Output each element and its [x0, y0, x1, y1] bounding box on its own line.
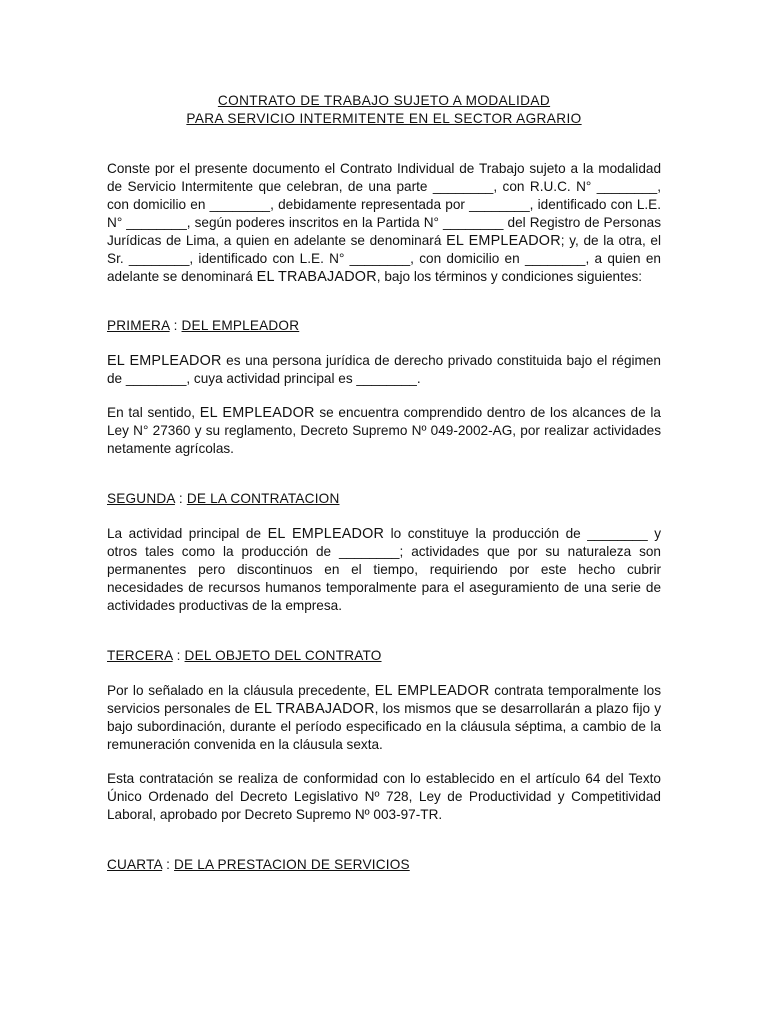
paragraph-text: es una persona jurídica de derecho privado constituida bajo el régimen de ________, cuya actividad principal es ________.: [107, 353, 661, 386]
contract-document: [107, 92, 661, 874]
clause-title: DEL EMPLEADOR: [181, 318, 300, 333]
term-trabajador: EL TRABAJADOR: [256, 269, 377, 285]
intro-text-1: Conste por el presente documento el Contrato Individual de Trabajo sujeto a la modalidad de Servicio Intermitente que celebran, de una parte ________, con R.U.C. N° ________, con domicilio en ________, debidamente representada por ________, identificado con L.E. N° ________, según poderes inscritos en la Partida N° ________ del Registro de Personas Jurídicas de Lima, a quien en adelante se denominará: [107, 161, 661, 248]
paragraph-text: En tal sentido,: [107, 405, 200, 420]
clause-separator: :: [169, 318, 182, 333]
tercera-paragraph-2: [107, 770, 661, 824]
clause-title: DE LA PRESTACION DE SERVICIOS: [174, 857, 410, 872]
paragraph-text: se encuentra comprendido dentro de los alcances de la Ley N° 27360 y su reglamento, Decreto Supremo Nº 049-2002-AG, por realizar actividades netamente agrícolas.: [107, 405, 661, 456]
clause-heading-segunda: [107, 490, 661, 508]
clause-separator: :: [162, 857, 175, 872]
paragraph-text: Esta contratación se realiza de conformidad con lo establecido en el artículo 64 del Texto Único Ordenado del Decreto Legislativo Nº 728, Ley de Productividad y Competitividad Laboral, aprobado por Decreto Supremo Nº 003-97-TR.: [107, 771, 661, 822]
title-line-1: CONTRATO DE TRABAJO SUJETO A MODALIDAD: [217, 93, 551, 108]
segunda-paragraph-1: [107, 525, 661, 615]
clause-heading-primera: [107, 317, 661, 335]
clause-separator: :: [174, 491, 187, 506]
clause-heading-cuarta: [107, 856, 661, 874]
clause-separator: :: [172, 648, 185, 663]
clause-title: DEL OBJETO DEL CONTRATO: [184, 648, 382, 663]
tercera-paragraph-1: [107, 682, 661, 754]
intro-paragraph: [107, 160, 661, 286]
paragraph-text: contrata temporalmente los servicios personales de: [107, 683, 661, 716]
title-line-2: PARA SERVICIO INTERMITENTE EN EL SECTOR AGRARIO: [186, 111, 582, 126]
intro-text-2: ; y, de la otra, el Sr. ________, identificado con L.E. N° ________, con domicilio en ________, a quien en adelante se denominará: [107, 233, 661, 284]
term-trabajador: EL TRABAJADOR: [254, 701, 375, 717]
term-empleador: EL EMPLEADOR: [199, 405, 315, 421]
intro-text-3: , bajo los términos y condiciones siguientes:: [376, 269, 643, 284]
term-empleador: EL EMPLEADOR: [374, 683, 490, 699]
clause-label: SEGUNDA: [107, 491, 175, 506]
clause-label: TERCERA: [107, 648, 173, 663]
document-title: [107, 92, 661, 128]
clause-label: PRIMERA: [107, 318, 170, 333]
paragraph-text: Por lo señalado en la cláusula precedente,: [107, 683, 375, 698]
clause-label: CUARTA: [107, 857, 163, 872]
clause-heading-tercera: [107, 647, 661, 665]
term-empleador: EL EMPLEADOR: [446, 233, 561, 249]
term-empleador: EL EMPLEADOR: [267, 526, 385, 542]
paragraph-text: La actividad principal de: [107, 526, 268, 541]
paragraph-text: lo constituye la producción de ________ y otros tales como la producción de ________; actividades que por su naturaleza son permanentes pero discontinuos en el tiempo, requiriendo por este hecho cubrir necesidades de recursos humanos temporalmente para el aseguramiento de una serie de actividades productivas de la empresa.: [107, 526, 661, 613]
primera-paragraph-2: [107, 404, 661, 458]
paragraph-text: , los mismos que se desarrollarán a plazo fijo y bajo subordinación, durante el período especificado en la cláusula séptima, a cambio de la remuneración convenida en la cláusula sexta.: [107, 701, 662, 752]
clause-title: DE LA CONTRATACION: [186, 491, 340, 506]
term-empleador: EL EMPLEADOR: [107, 353, 222, 369]
primera-paragraph-1: [107, 352, 661, 388]
